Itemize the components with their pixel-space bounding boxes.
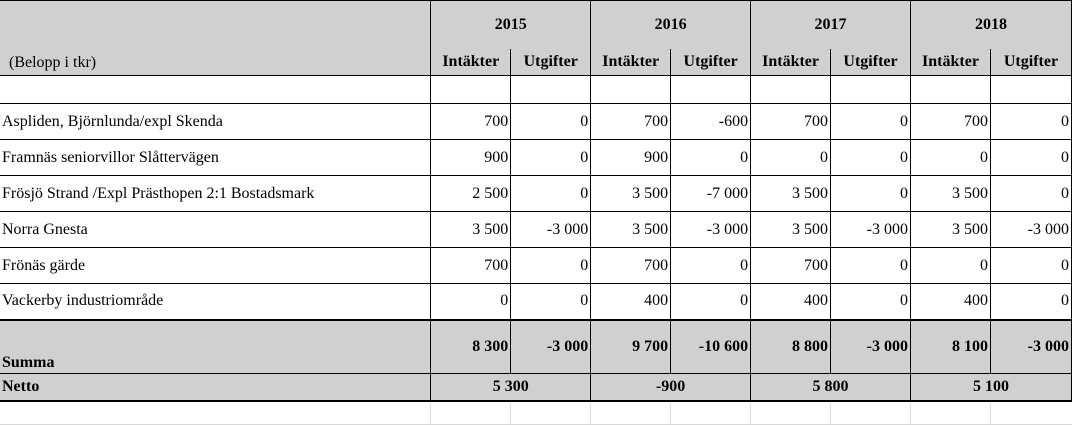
value-cell: 700 bbox=[431, 104, 511, 140]
value-cell: 2 500 bbox=[431, 176, 511, 212]
income-header: Intäkter bbox=[431, 49, 511, 76]
project-name: Vackerby industriområde bbox=[0, 284, 431, 320]
value-cell: -600 bbox=[671, 104, 751, 140]
empty-cell bbox=[0, 401, 431, 425]
value-cell: 0 bbox=[990, 104, 1071, 140]
value-cell: 700 bbox=[751, 248, 831, 284]
project-name: Framnäs seniorvillor Slåttervägen bbox=[0, 140, 431, 176]
value-cell: 3 500 bbox=[911, 176, 991, 212]
value-cell: -3 000 bbox=[831, 212, 911, 248]
year-2015-header: 2015 bbox=[431, 1, 591, 49]
value-cell: 0 bbox=[990, 176, 1071, 212]
value-cell: 0 bbox=[911, 140, 991, 176]
value-cell: 0 bbox=[911, 248, 991, 284]
value-cell: 0 bbox=[831, 176, 911, 212]
empty-cell bbox=[671, 401, 751, 425]
income-header: Intäkter bbox=[751, 49, 831, 76]
value-cell: 0 bbox=[990, 140, 1071, 176]
netto-label: Netto bbox=[0, 374, 431, 401]
spacer-cell bbox=[431, 76, 511, 104]
value-cell: 0 bbox=[431, 284, 511, 320]
year-2017-header: 2017 bbox=[751, 1, 911, 49]
value-cell: 900 bbox=[591, 140, 671, 176]
value-cell: 0 bbox=[831, 248, 911, 284]
summa-value: 8 100 bbox=[911, 320, 991, 374]
empty-cell bbox=[831, 401, 911, 425]
summa-value: -3 000 bbox=[990, 320, 1071, 374]
project-name: Frösjö Strand /Expl Prästhopen 2:1 Bostadsmark bbox=[0, 176, 431, 212]
spacer-cell bbox=[751, 76, 831, 104]
summa-row bbox=[0, 320, 1072, 374]
value-cell: 0 bbox=[831, 140, 911, 176]
netto-row bbox=[0, 374, 1072, 401]
value-cell: 0 bbox=[511, 176, 591, 212]
year-2018-header: 2018 bbox=[911, 1, 1072, 49]
value-cell: 0 bbox=[751, 140, 831, 176]
value-cell: 900 bbox=[431, 140, 511, 176]
spacer-cell bbox=[0, 76, 431, 104]
income-header: Intäkter bbox=[911, 49, 991, 76]
year-header-row bbox=[0, 1, 1072, 49]
value-cell: 0 bbox=[990, 284, 1071, 320]
value-cell: 3 500 bbox=[431, 212, 511, 248]
value-cell: 700 bbox=[431, 248, 511, 284]
table-row bbox=[0, 212, 1072, 248]
value-cell: 0 bbox=[511, 104, 591, 140]
value-cell: 0 bbox=[990, 248, 1071, 284]
unit-label: (Belopp i tkr) bbox=[0, 49, 431, 76]
value-cell: 400 bbox=[911, 284, 991, 320]
expense-header: Utgifter bbox=[990, 49, 1071, 76]
spacer-row bbox=[0, 76, 1072, 104]
spacer-cell bbox=[671, 76, 751, 104]
value-cell: 3 500 bbox=[591, 212, 671, 248]
value-cell: 0 bbox=[671, 284, 751, 320]
netto-value: -900 bbox=[591, 374, 751, 401]
summa-value: 9 700 bbox=[591, 320, 671, 374]
subheader-row bbox=[0, 49, 1072, 76]
table-row bbox=[0, 284, 1072, 320]
spacer-cell bbox=[591, 76, 671, 104]
empty-cell bbox=[911, 401, 991, 425]
summa-value: -3 000 bbox=[831, 320, 911, 374]
value-cell: 3 500 bbox=[911, 212, 991, 248]
empty-cell bbox=[990, 401, 1071, 425]
spacer-cell bbox=[990, 76, 1071, 104]
expense-header: Utgifter bbox=[831, 49, 911, 76]
netto-value: 5 300 bbox=[431, 374, 591, 401]
spacer-cell bbox=[911, 76, 991, 104]
value-cell: 3 500 bbox=[751, 176, 831, 212]
empty-cell bbox=[511, 401, 591, 425]
value-cell: 0 bbox=[831, 104, 911, 140]
value-cell: 700 bbox=[591, 104, 671, 140]
table-row bbox=[0, 140, 1072, 176]
value-cell: 0 bbox=[671, 248, 751, 284]
project-name: Frönäs gärde bbox=[0, 248, 431, 284]
value-cell: -3 000 bbox=[511, 212, 591, 248]
value-cell: 700 bbox=[591, 248, 671, 284]
value-cell: 0 bbox=[511, 284, 591, 320]
spacer-cell bbox=[511, 76, 591, 104]
netto-value: 5 800 bbox=[751, 374, 911, 401]
project-name: Aspliden, Björnlunda/expl Skenda bbox=[0, 104, 431, 140]
year-2016-header: 2016 bbox=[591, 1, 751, 49]
value-cell: -3 000 bbox=[671, 212, 751, 248]
expense-header: Utgifter bbox=[511, 49, 591, 76]
value-cell: -7 000 bbox=[671, 176, 751, 212]
value-cell: 400 bbox=[751, 284, 831, 320]
value-cell: -3 000 bbox=[990, 212, 1071, 248]
value-cell: 700 bbox=[751, 104, 831, 140]
summa-label: Summa bbox=[0, 320, 431, 374]
table-row bbox=[0, 176, 1072, 212]
value-cell: 0 bbox=[511, 248, 591, 284]
value-cell: 400 bbox=[591, 284, 671, 320]
table-row bbox=[0, 104, 1072, 140]
value-cell: 0 bbox=[511, 140, 591, 176]
table-row bbox=[0, 248, 1072, 284]
spacer-cell bbox=[831, 76, 911, 104]
empty-cell bbox=[591, 401, 671, 425]
summa-value: 8 300 bbox=[431, 320, 511, 374]
trailing-row bbox=[0, 401, 1072, 425]
value-cell: 3 500 bbox=[591, 176, 671, 212]
empty-cell bbox=[431, 401, 511, 425]
income-header: Intäkter bbox=[591, 49, 671, 76]
value-cell: 3 500 bbox=[751, 212, 831, 248]
value-cell: 700 bbox=[911, 104, 991, 140]
header-blank-cell bbox=[0, 1, 431, 49]
summa-value: 8 800 bbox=[751, 320, 831, 374]
summa-value: -10 600 bbox=[671, 320, 751, 374]
expense-header: Utgifter bbox=[671, 49, 751, 76]
project-name: Norra Gnesta bbox=[0, 212, 431, 248]
empty-cell bbox=[751, 401, 831, 425]
value-cell: 0 bbox=[671, 140, 751, 176]
value-cell: 0 bbox=[831, 284, 911, 320]
summa-value: -3 000 bbox=[511, 320, 591, 374]
netto-value: 5 100 bbox=[911, 374, 1072, 401]
